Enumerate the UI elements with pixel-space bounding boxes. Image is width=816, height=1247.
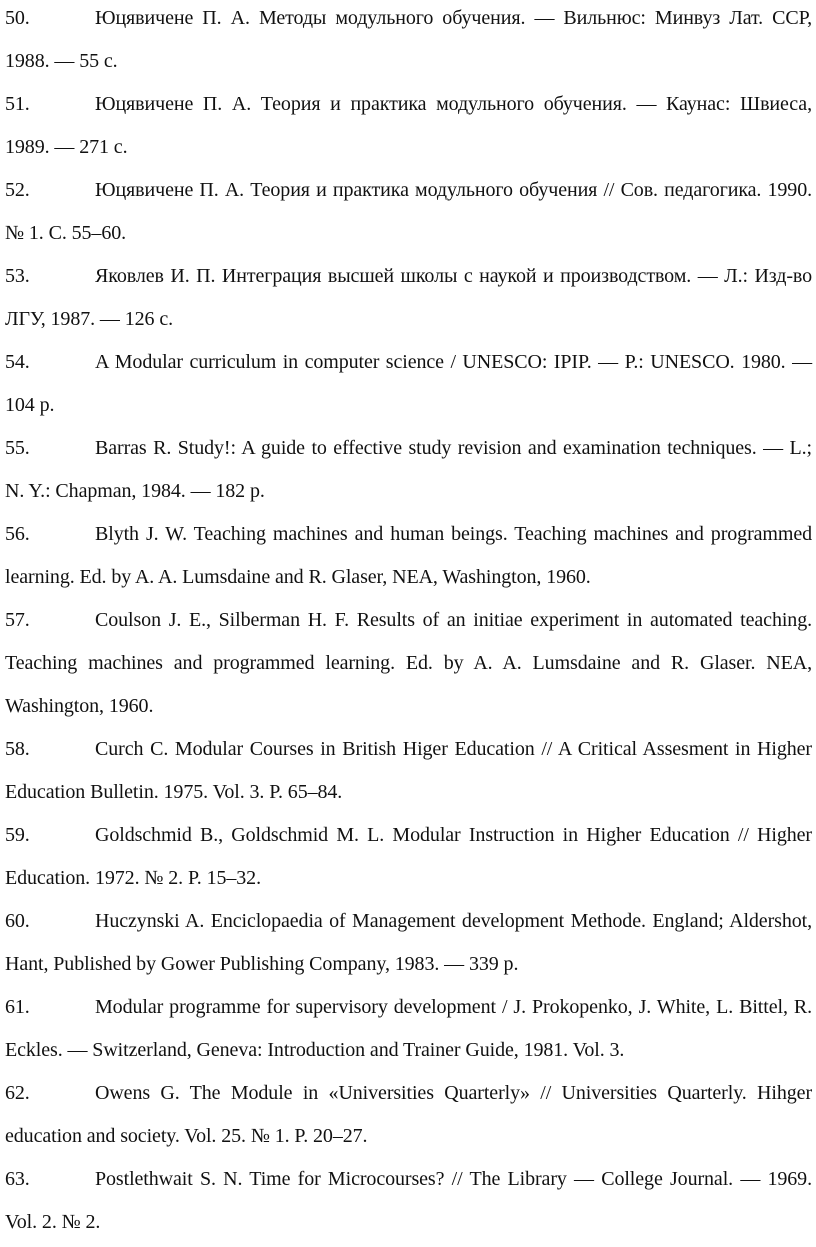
- reference-text: Curch C. Modular Courses in British Higer Education // A Critical Assesment in Higher Education Bulletin. 1975. Vol. 3. P. 65–84.: [5, 738, 812, 803]
- reference-number: 61.: [5, 996, 30, 1018]
- reference-text: Юцявичене П. А. Методы модульного обучения. — Вильнюс: Минвуз Лат. ССР, 1988. — 55 с.: [5, 7, 812, 72]
- reference-item: [5, 900, 812, 986]
- reference-text: Barras R. Study!: A guide to effective study revision and examination techniques. — L.; N. Y.: Chapman, 1984. — 182 p.: [5, 437, 812, 502]
- reference-number: 57.: [5, 609, 30, 631]
- reference-number: 56.: [5, 523, 30, 545]
- reference-list: [5, 0, 812, 1244]
- reference-number: 53.: [5, 265, 30, 287]
- reference-item: [5, 986, 812, 1072]
- reference-item: [5, 599, 812, 728]
- reference-number: 50.: [5, 7, 30, 29]
- reference-item: [5, 814, 812, 900]
- reference-number: 60.: [5, 910, 30, 932]
- reference-text: Huczynski A. Enciclopaedia of Management development Methode. England; Aldershot, Hant, Published by Gower Publishing Company, 1983. — 339 p.: [5, 910, 812, 975]
- reference-text: Coulson J. E., Silberman H. F. Results of an initiae experiment in automated teaching. Teaching machines and programmed learning. Ed. by A. A. Lumsdaine and R. Glaser. NEA, Washington, 1960.: [5, 609, 812, 717]
- reference-item: [5, 513, 812, 599]
- reference-text: Юцявичене П. А. Теория и практика модульного обучения. — Каунас: Швиеса, 1989. — 271 с.: [5, 93, 812, 158]
- reference-item: [5, 728, 812, 814]
- reference-item: [5, 255, 812, 341]
- reference-text: Юцявичене П. А. Теория и практика модульного обучения // Сов. педагогика. 1990. № 1. С. 55–60.: [5, 179, 812, 244]
- reference-text: Modular programme for supervisory development / J. Prokopenko, J. White, L. Bittel, R. Eckles. — Switzerland, Geneva: Introduction and Trainer Guide, 1981. Vol. 3.: [5, 996, 812, 1061]
- reference-item: [5, 0, 812, 83]
- reference-number: 55.: [5, 437, 30, 459]
- reference-number: 51.: [5, 93, 30, 115]
- reference-number: 58.: [5, 738, 30, 760]
- reference-text: Goldschmid B., Goldschmid M. L. Modular Instruction in Higher Education // Higher Education. 1972. № 2. P. 15–32.: [5, 824, 812, 889]
- reference-number: 62.: [5, 1082, 30, 1104]
- reference-number: 54.: [5, 351, 30, 373]
- reference-text: Яковлев И. П. Интеграция высшей школы с наукой и производством. — Л.: Изд-во ЛГУ, 1987. — 126 с.: [5, 265, 812, 330]
- reference-number: 59.: [5, 824, 30, 846]
- reference-item: [5, 169, 812, 255]
- reference-item: [5, 427, 812, 513]
- reference-item: [5, 1072, 812, 1158]
- reference-number: 63.: [5, 1168, 30, 1190]
- reference-item: [5, 1158, 812, 1244]
- reference-item: [5, 341, 812, 427]
- reference-text: A Modular curriculum in computer science / UNESCO: IPIP. — P.: UNESCO. 1980. — 104 p.: [5, 351, 812, 416]
- reference-item: [5, 83, 812, 169]
- reference-text: Owens G. The Module in «Universities Quarterly» // Universities Quarterly. Hihger education and society. Vol. 25. № 1. P. 20–27.: [5, 1082, 812, 1147]
- reference-text: Postlethwait S. N. Time for Microcourses? // The Library — College Journal. — 1969. Vol. 2. № 2.: [5, 1168, 812, 1233]
- reference-number: 52.: [5, 179, 30, 201]
- reference-text: Blyth J. W. Teaching machines and human beings. Teaching machines and programmed learning. Ed. by A. A. Lumsdaine and R. Glaser, NEA, Washington, 1960.: [5, 523, 812, 588]
